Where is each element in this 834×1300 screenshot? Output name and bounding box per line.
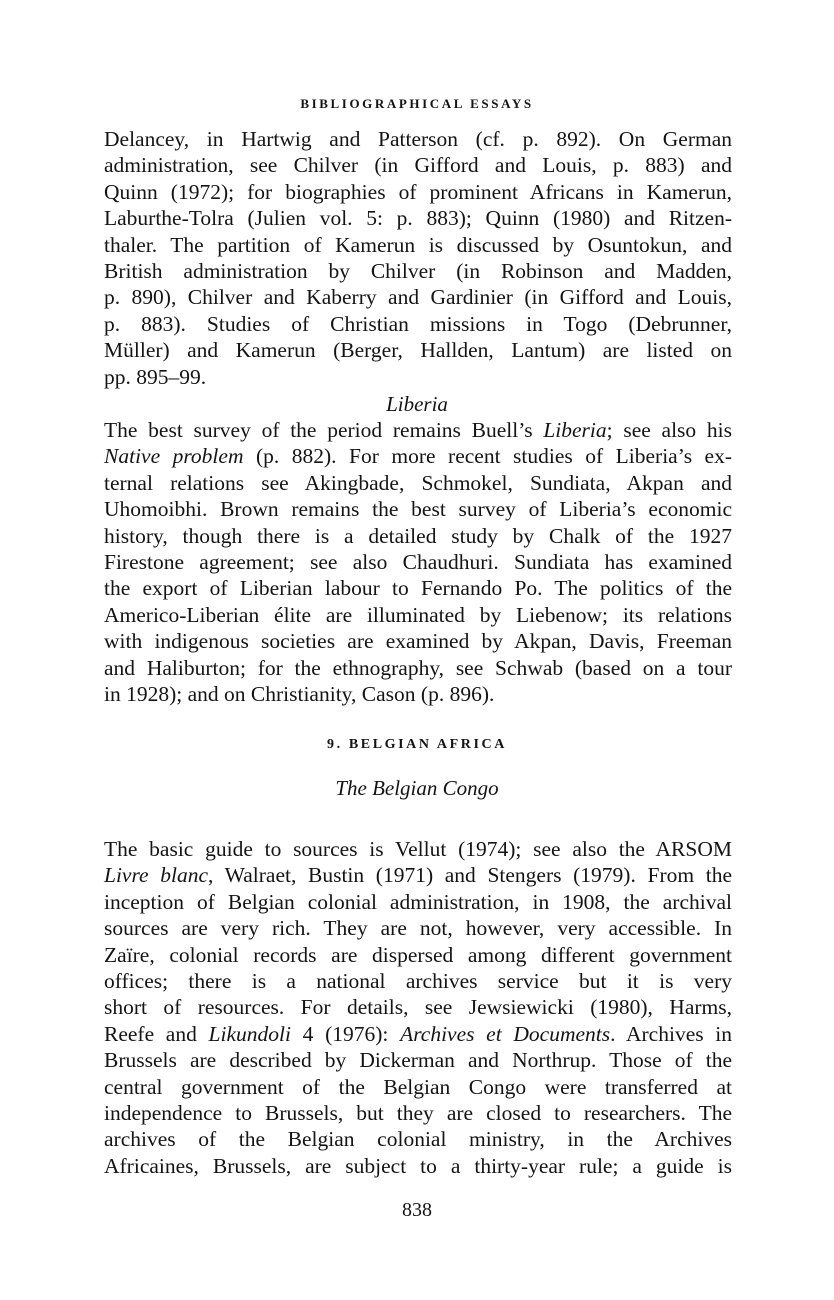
text-line [104, 889, 732, 915]
italic-title: Archives et Documents [400, 1021, 611, 1046]
text-run: archives of the Belgian colonial ministry, in the Archives [104, 1127, 732, 1152]
text-run: with indigenous societies are examined by Akpan, Davis, Freeman [104, 629, 732, 654]
text-run: , Walraet, Bustin (1971) and Stengers (1979). From the [208, 863, 733, 888]
text-run: Quinn (1972); for biographies of prominent Africans in Kamerun, [104, 179, 732, 204]
text-run: short of resources. For details, see Jewsiewicki (1980), Harms, [104, 995, 732, 1020]
text-run: Africaines, Brussels, are subject to a thirty-year rule; a guide is [104, 1153, 732, 1178]
text-run: history, though there is a detailed study by Chalk of the 1927 [104, 523, 732, 548]
text-line [104, 470, 732, 496]
text-run: administration, see Chilver (in Gifford and Louis, p. 883) and [104, 153, 732, 178]
text-line [104, 417, 732, 443]
text-line [104, 1100, 732, 1126]
text-line [104, 284, 732, 310]
text-line [104, 152, 732, 178]
italic-title: Likundoli [208, 1021, 291, 1046]
text-run: . Archives in [610, 1021, 733, 1046]
text-line [104, 523, 732, 549]
text-run: Zaïre, colonial records are dispersed among different government [104, 942, 732, 967]
page-number: 838 [402, 1199, 432, 1221]
text-line [104, 258, 732, 284]
text-run: Reefe and [104, 1021, 209, 1046]
text-run: Delancey, in Hartwig and Patterson (cf. p. 892). On German [104, 127, 732, 151]
text-run: inception of Belgian colonial administration, in 1908, the archival [104, 889, 732, 914]
text-line [104, 655, 732, 681]
subheading-liberia: Liberia [386, 392, 448, 416]
text-line [104, 205, 732, 231]
text-line [104, 575, 732, 601]
text-run: Müller) and Kamerun (Berger, Hallden, Lantum) are listed on [104, 338, 732, 363]
text-run: central government of the Belgian Congo were transferred at [104, 1074, 732, 1099]
text-run: and Haliburton; for the ethnography, see Schwab (based on a tour [104, 655, 732, 680]
text-line [104, 443, 732, 469]
paragraph-liberia [104, 417, 732, 707]
text-run: ; see also his [606, 418, 732, 442]
running-head: BIBLIOGRAPHICAL ESSAYS [300, 96, 534, 111]
text-line [104, 968, 732, 994]
text-line [104, 1021, 732, 1047]
text-line [104, 628, 732, 654]
text-run: (p. 882). For more recent studies of Liberia’s ex- [243, 444, 733, 469]
text-line [104, 942, 732, 968]
text-line [104, 311, 732, 337]
text-run: ternal relations see Akingbade, Schmokel, Sundiata, Akpan and [104, 470, 732, 495]
text-line [104, 1126, 732, 1152]
text-line [104, 862, 732, 888]
text-run: The basic guide to sources is Vellut (1974); see also the ARSOM [104, 837, 732, 861]
italic-title: Livre blanc [104, 863, 209, 888]
text-run: the export of Liberian labour to Fernando Po. The politics of the [104, 576, 732, 601]
text-line [104, 549, 732, 575]
text-run: p. 883). Studies of Christian missions in Togo (Debrunner, [104, 311, 732, 336]
text-line [104, 364, 732, 390]
text-line [104, 681, 732, 707]
italic-title: Liberia [543, 418, 607, 442]
text-line [104, 915, 732, 941]
text-run: Brussels are described by Dickerman and Northrup. Those of the [104, 1048, 732, 1073]
text-line [104, 496, 732, 522]
text-run: in 1928); and on Christianity, Cason (p. 896). [104, 681, 495, 706]
text-run: Firestone agreement; see also Chaudhuri. Sundiata has examined [104, 549, 732, 574]
text-run: The best survey of the period remains Buell’s [104, 418, 544, 442]
text-line [104, 994, 732, 1020]
text-line [104, 126, 732, 152]
text-run: offices; there is a national archives service but it is very [104, 968, 732, 993]
text-line [104, 179, 732, 205]
text-run: British administration by Chilver (in Robinson and Madden, [104, 258, 732, 283]
section-heading-belgian-africa: 9. BELGIAN AFRICA [327, 737, 507, 752]
text-run: Americo-Liberian élite are illuminated by Liebenow; its relations [104, 602, 732, 627]
paragraph-german-kamerun [104, 126, 732, 390]
text-line [104, 337, 732, 363]
text-line [104, 1047, 732, 1073]
text-run: thaler. The partition of Kamerun is discussed by Osuntokun, and [104, 232, 732, 257]
text-run: Uhomoibhi. Brown remains the best survey of Liberia’s economic [104, 497, 732, 522]
text-line [104, 1074, 732, 1100]
text-run: 4 (1976): [290, 1021, 401, 1046]
text-line [104, 1153, 732, 1179]
text-run: sources are very rich. They are not, however, very accessible. In [104, 916, 732, 941]
subheading-belgian-congo: The Belgian Congo [335, 776, 499, 800]
paragraph-belgian-congo [104, 836, 732, 1179]
text-line [104, 602, 732, 628]
text-line [104, 232, 732, 258]
italic-title: Native problem [104, 444, 244, 469]
text-run: p. 890), Chilver and Kaberry and Gardinier (in Gifford and Louis, [104, 285, 732, 310]
text-run: independence to Brussels, but they are closed to researchers. The [104, 1100, 732, 1125]
text-run: pp. 895–99. [104, 364, 207, 389]
text-run: Laburthe-Tolra (Julien vol. 5: p. 883); Quinn (1980) and Ritzen- [104, 206, 732, 231]
text-line [104, 836, 732, 862]
